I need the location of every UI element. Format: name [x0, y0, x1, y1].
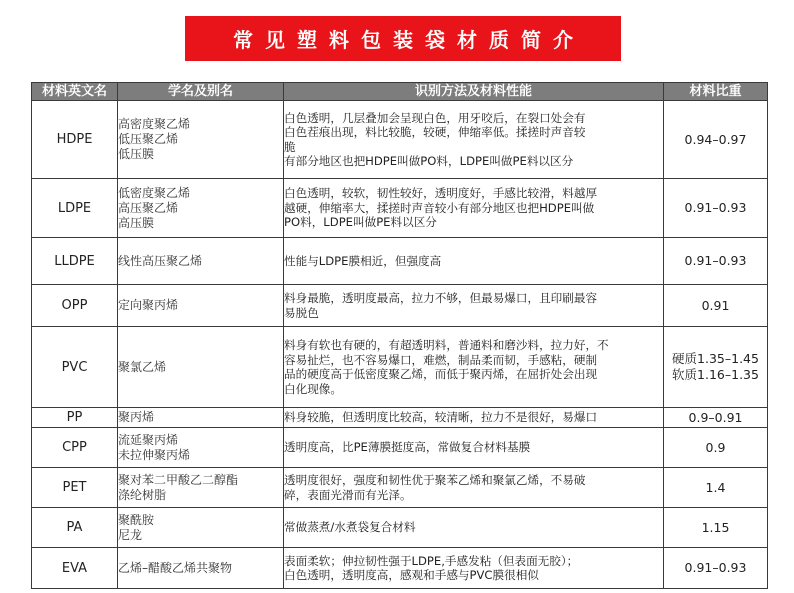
- material-names: [118, 508, 284, 548]
- material-density-line: 0.9–0.91: [688, 409, 743, 425]
- material-names-line: 涤纶树脂: [118, 487, 167, 502]
- material-names-line: 流延聚丙烯: [118, 432, 179, 447]
- materials-table: [31, 82, 768, 589]
- material-density-line: 0.91–0.93: [684, 200, 747, 215]
- material-names: [118, 101, 284, 179]
- material-description-line: 料身最脆，透明度最高，拉力不够，但最易爆口，且印刷最容: [284, 291, 598, 305]
- material-names: [118, 285, 284, 327]
- table-row: [32, 179, 768, 238]
- material-density-line: 1.4: [705, 479, 726, 495]
- material-description: [284, 468, 664, 508]
- material-names-line: 低密度聚乙烯: [118, 185, 191, 200]
- table-row: [32, 285, 768, 327]
- material-names: [118, 179, 284, 238]
- header-identification: 识别方法及材料性能: [284, 83, 664, 101]
- material-density: [664, 179, 768, 238]
- material-density-line: 0.94–0.97: [684, 131, 747, 147]
- material-code: LLDPE: [32, 238, 118, 285]
- material-names-line: 低压聚乙烯: [118, 132, 179, 146]
- material-names-line: 聚酰胺: [118, 512, 155, 527]
- material-names-line: 线性高压聚乙烯: [118, 253, 203, 268]
- material-description-line: PO料，LDPE叫做PE料以区分: [284, 215, 437, 230]
- material-description-line: 品的硬度高于低密度聚乙烯，而低于聚丙烯，在屈折处会出现: [284, 367, 598, 381]
- material-code: PVC: [32, 327, 118, 408]
- material-description-line: 越硬，伸缩率大，揉搓时声音较小有部分地区也把HDPE叫做: [284, 200, 595, 215]
- material-density: [664, 285, 768, 327]
- material-description-line: 白色透明，几层叠加会呈现白色，用牙咬后，在裂口处会有: [284, 110, 586, 125]
- material-density: [664, 101, 768, 179]
- material-density-line: 硬质1.35–1.45: [672, 351, 759, 366]
- material-description: [284, 179, 664, 238]
- material-description-line: 性能与LDPE膜相近，但强度高: [284, 253, 442, 268]
- material-description-line: 白化现像。: [284, 381, 342, 396]
- page-title: 常见塑料包装袋材质简介: [233, 28, 585, 52]
- material-names: [118, 468, 284, 508]
- table-row: [32, 238, 768, 285]
- table-row: [32, 327, 768, 408]
- material-description-line: 脆: [284, 139, 296, 154]
- material-density: [664, 468, 768, 508]
- material-description-line: 透明度很好，强度和韧性优于聚苯乙烯和聚氯乙烯，不易破: [284, 473, 586, 487]
- material-code: PA: [32, 508, 118, 548]
- material-density-line: 0.9: [705, 439, 726, 455]
- material-density-line: 0.91–0.93: [684, 253, 747, 268]
- material-description-line: 容易扯烂，也不容易爆口，难燃，制品柔而韧，手感粘，硬制: [284, 352, 598, 367]
- material-description-line: 白色透明，较软，韧性较好，透明度好，手感比较滑，料越厚: [284, 186, 598, 201]
- table-row: [32, 101, 768, 179]
- material-code: LDPE: [32, 179, 118, 238]
- material-code: PP: [32, 408, 118, 428]
- material-description-line: 白色透明，透明度高，感观和手感与PVC膜很相似: [284, 568, 539, 582]
- material-density-line: 0.91: [701, 297, 730, 313]
- material-density: [664, 327, 768, 408]
- material-description-line: 料身较脆，但透明度比较高，较清晰，拉力不是很好，易爆口: [284, 410, 598, 425]
- material-names-line: 高压膜: [118, 215, 155, 230]
- material-code: EVA: [32, 548, 118, 589]
- title-banner: [185, 16, 621, 61]
- material-description-line: 表面柔软；伸拉韧性强于LDPE,手感发粘（但表面无胶）；: [284, 553, 579, 568]
- material-density-line: 0.91–0.93: [684, 560, 747, 575]
- material-density: [664, 428, 768, 468]
- material-description-line: 易脱色: [284, 305, 319, 320]
- material-description: [284, 285, 664, 327]
- material-names-line: 聚对苯二甲酸乙二醇酯: [118, 472, 239, 487]
- material-description: [284, 238, 664, 285]
- material-density: [664, 238, 768, 285]
- table-row: [32, 428, 768, 468]
- header-scientific-name: 学名及别名: [118, 83, 284, 101]
- header-english-name: 材料英文名: [32, 83, 118, 101]
- material-names-line: 聚丙烯: [118, 410, 155, 424]
- table-row: [32, 408, 768, 428]
- material-description: [284, 327, 664, 408]
- material-density: [664, 508, 768, 548]
- material-code: OPP: [32, 285, 118, 327]
- material-code: CPP: [32, 428, 118, 468]
- material-description-line: 透明度高，比PE薄膜挺度高，常做复合材料基膜: [284, 440, 531, 455]
- material-density: [664, 408, 768, 428]
- table-row: [32, 548, 768, 589]
- material-names-line: 高压聚乙烯: [118, 200, 179, 215]
- material-description: [284, 408, 664, 428]
- material-description: [284, 548, 664, 589]
- material-names: [118, 408, 284, 428]
- material-description-line: 碎，表面光滑而有光泽。: [284, 487, 412, 502]
- material-names: [118, 238, 284, 285]
- material-density-line: 软质1.16–1.35: [672, 367, 759, 382]
- material-names: [118, 548, 284, 589]
- material-names-line: 乙烯–醋酸乙烯共聚物: [118, 560, 233, 575]
- header-density: 材料比重: [664, 83, 768, 101]
- table-row: [32, 508, 768, 548]
- material-description-line: 料身有软也有硬的，有超透明料，普通料和磨沙料，拉力好，不: [284, 338, 609, 352]
- material-density-line: 1.15: [701, 519, 730, 535]
- material-names-line: 定向聚丙烯: [118, 298, 179, 312]
- table-row: [32, 468, 768, 508]
- material-names-line: 尼龙: [118, 527, 143, 542]
- material-names-line: 低压膜: [118, 147, 155, 161]
- material-names: [118, 327, 284, 408]
- material-description-line: 白色茬痕出现，料比较脆，较硬，伸缩率低。揉搓时声音较: [284, 125, 586, 139]
- material-description: [284, 428, 664, 468]
- material-names: [118, 428, 284, 468]
- material-density: [664, 548, 768, 589]
- material-code: HDPE: [32, 101, 118, 179]
- material-description-line: 有部分地区也把HDPE叫做PO料，LDPE叫做PE料以区分: [284, 154, 574, 168]
- material-names-line: 高密度聚乙烯: [118, 117, 191, 131]
- material-names-line: 未拉伸聚丙烯: [118, 447, 191, 462]
- header-row: [32, 83, 768, 101]
- material-code: PET: [32, 468, 118, 508]
- material-description: [284, 508, 664, 548]
- material-names-line: 聚氯乙烯: [118, 359, 167, 374]
- material-description-line: 常做蒸煮/水煮袋复合材料: [284, 520, 416, 535]
- material-description: [284, 101, 664, 179]
